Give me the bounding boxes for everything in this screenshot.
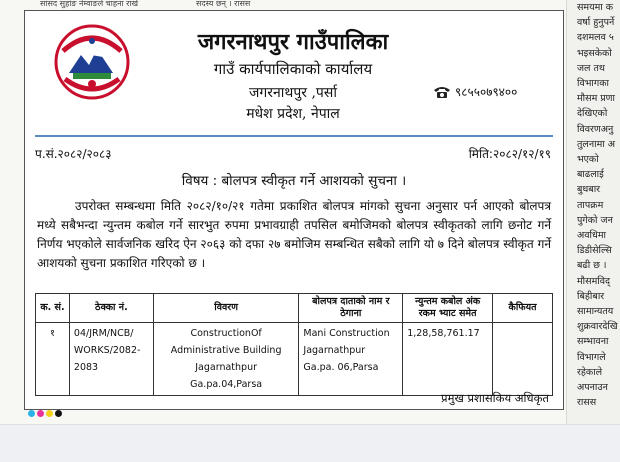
column-text-line: विवरणअनु <box>577 123 614 135</box>
column-text-line: विभागका <box>577 78 609 89</box>
column-text-line: रासस <box>577 397 597 409</box>
top-strip <box>0 0 620 10</box>
column-text-line: अवधिमा <box>577 230 606 241</box>
office-province: मधेश प्रदेश, नेपाल <box>246 106 340 122</box>
col-header-contract: ठेक्का नं. <box>69 294 153 323</box>
top-strip-text-left: सांसद सुहांङ नेम्वाङले चाहना राखे <box>40 0 139 8</box>
office-name: गाउँ कार्यपालिकाको कार्यालय <box>213 60 373 78</box>
column-text-line: बुधबार <box>577 184 601 196</box>
top-strip-text-right: सदस्य छन् । रासस <box>196 0 251 8</box>
column-text-line: पुगेको जन <box>577 214 613 226</box>
dot-black <box>55 410 62 417</box>
column-text-line: बिहीबार <box>577 290 605 302</box>
cell-description: ConstructionOf Administrative Building Jagarnathpur Ga.pa.04,Parsa <box>153 323 299 396</box>
col-header-remarks: कैफियत <box>493 294 553 323</box>
column-text-line: विभागले <box>577 351 606 363</box>
bid-table <box>35 293 553 396</box>
cell-amount: 1,28,58,761.17 <box>403 323 493 396</box>
column-text-line: वर्षा हुनुपर्ने <box>577 17 615 29</box>
cell-remarks <box>493 323 553 396</box>
column-text-line: डिडीसेल्सि <box>577 245 612 257</box>
col-header-amount: न्युन्तम कबोल अंक रकम भ्याट समेत <box>403 294 493 323</box>
phone-contact <box>433 83 517 100</box>
municipality-title: जगरनाथपुर गाउँपालिका <box>197 29 389 55</box>
reference-number: प.सं.२०८२/२०८३ <box>35 147 112 161</box>
table-row <box>36 323 553 396</box>
bottom-band <box>0 424 620 462</box>
dot-yellow <box>46 410 53 417</box>
column-text-line: जल तथ <box>577 62 605 74</box>
cell-contract: 04/JRM/NCB/ WORKS/2082- 2083 <box>69 323 153 396</box>
column-text-line: समयमा क <box>577 2 614 13</box>
notice-subject: विषय : बोलपत्र स्वीकृत गर्ने आशयको सुचना । <box>181 173 407 189</box>
phone-number: ९८५५०७९४०० <box>455 85 518 99</box>
municipality-emblem-icon <box>51 21 133 103</box>
public-notice <box>24 10 564 410</box>
cell-bidder: Mani Construction Jagarnathpur Ga.pa. 06,Parsa <box>299 323 403 396</box>
column-text-line: दशमलव ५ <box>577 32 614 44</box>
column-text-line: अपनाउन <box>577 382 608 393</box>
column-text-line: मौसमविद् <box>577 275 611 287</box>
column-text-line: सामान्यतय <box>577 306 614 317</box>
office-address: जगरनाथपुर ,पर्सा <box>249 85 337 101</box>
adjacent-article-column <box>566 0 620 424</box>
column-text-line: तुलनामा अ <box>577 138 616 150</box>
col-header-bidder: बोलपत्र दाताको नाम र ठेगाना <box>299 294 403 323</box>
dot-cyan <box>28 410 35 417</box>
column-text-line: बढी छ । <box>577 260 607 272</box>
column-text-line: रहेकाले <box>577 366 603 378</box>
column-text-line: मौसम प्रणा <box>577 93 615 105</box>
column-text-line: शुक्रवारदेखि <box>577 321 618 333</box>
dot-magenta <box>37 410 44 417</box>
column-text-line: भइसकेको <box>577 47 612 59</box>
cell-sn: १ <box>36 323 70 396</box>
bid-table-header <box>36 294 553 323</box>
color-dots <box>28 410 62 417</box>
telephone-icon <box>433 85 451 99</box>
notice-body: उपरोक्त सम्बन्धमा मिति २०८२/१०/२१ गतेमा प्रकाशित बोलपत्र मांगको सुचना अनुसार पर्न आएको बोलपत्र मध्ये सबैभन्दा न्युन्तम कबोल गर्ने सारभुत रुपमा प्रभावग्राही तपसिल बमोजिमको बोलपत्र स्वीकृतको लागि छनोट गर्ने निर्णय भएकोले सार्वजनिक खरिद ऐन २०६३ को दफा २७ बमोजिम सम्बन्धित सबैको लागि यो ७ दिने बोलपत्र स्वीकृत गर्ने आशयको सुचना प्रकाशित गरिएको छ । <box>37 199 551 270</box>
notice-date: मिति:२०८२/१२/१९ <box>468 147 551 161</box>
column-text-line: बाढलाई <box>577 169 604 181</box>
column-text-line: तापक्रम <box>577 199 604 211</box>
column-text-line: देखिएको <box>577 108 608 120</box>
col-header-description: विवरण <box>153 294 299 323</box>
signatory-title: प्रमुख प्रशासकिय अधिकृत <box>441 391 549 405</box>
header-divider <box>35 135 553 137</box>
col-header-sn: क. सं. <box>36 294 70 323</box>
column-text-line: भएको <box>577 154 599 165</box>
column-text-line: सम्भावना <box>577 336 609 348</box>
